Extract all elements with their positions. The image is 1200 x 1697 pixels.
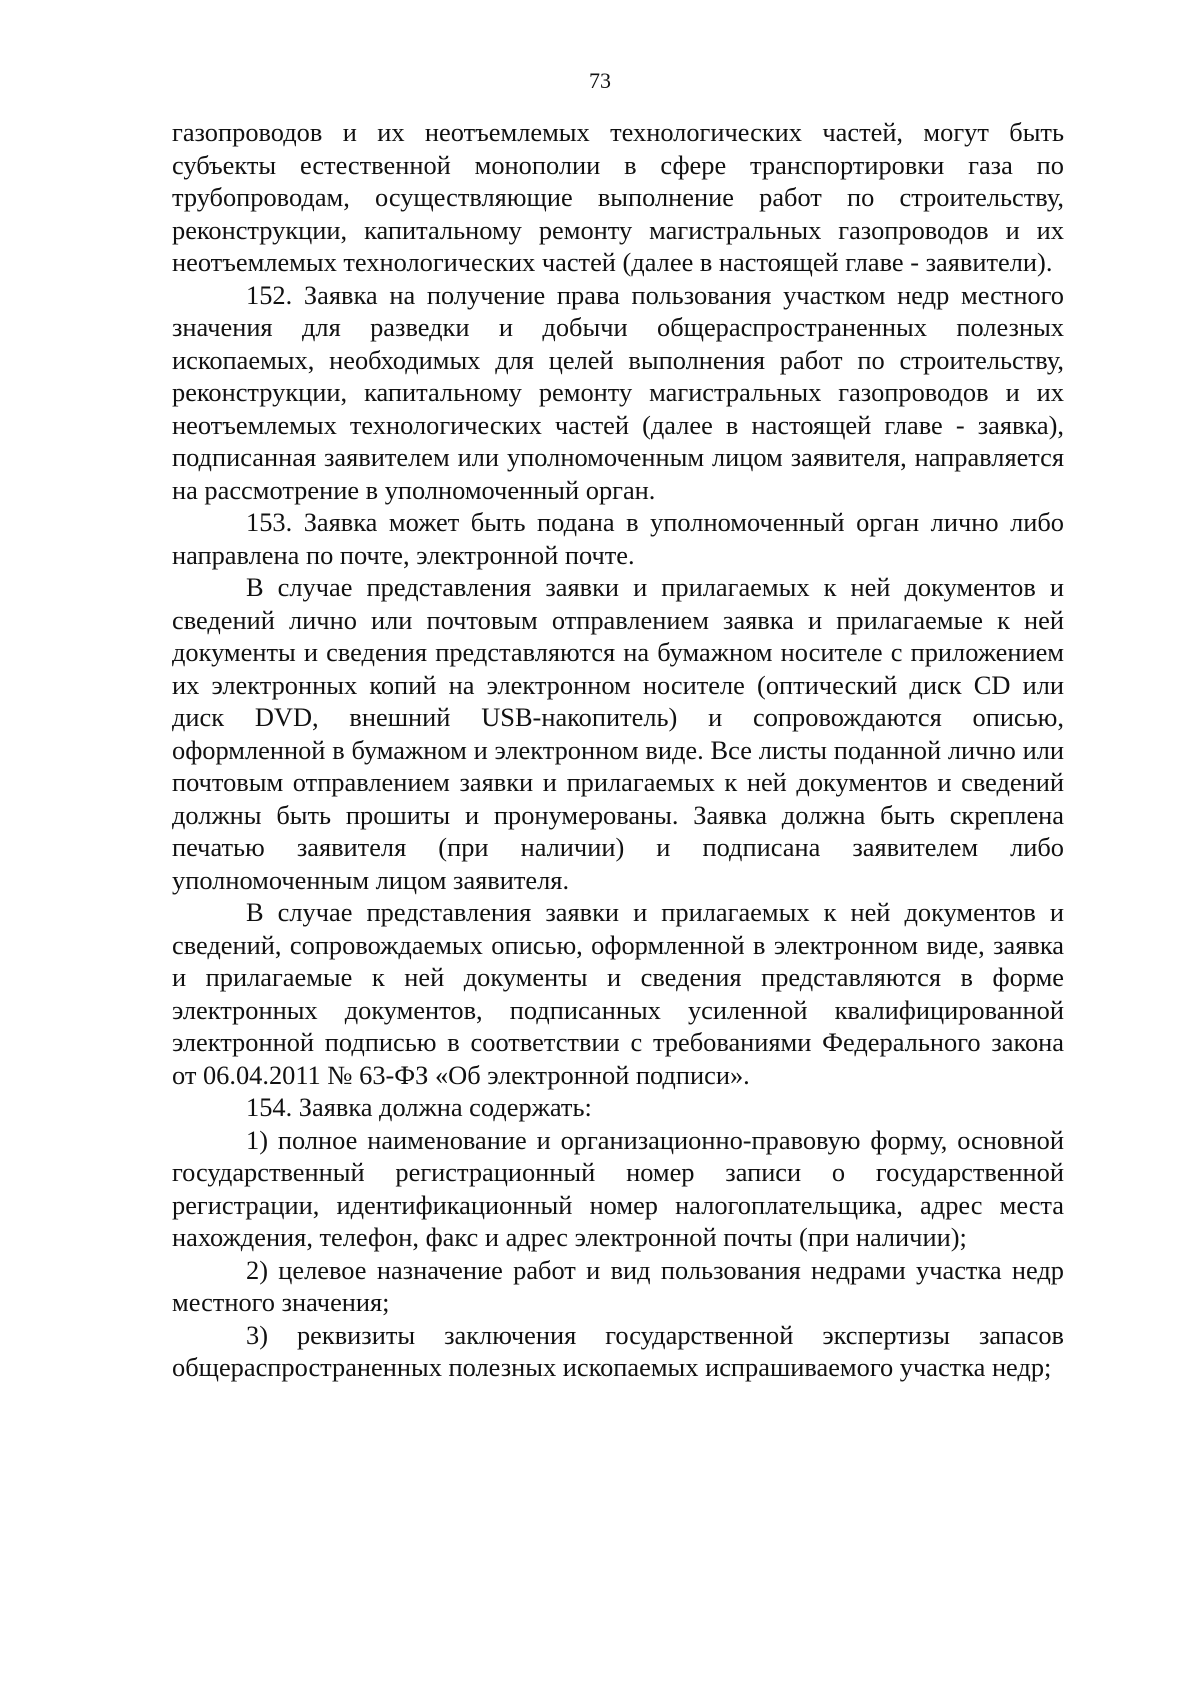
page-number: 73	[589, 68, 611, 93]
paragraph-154: 154. Заявка должна содержать:	[246, 1092, 592, 1122]
paragraph-152: 152. Заявка на получение права пользования участком недр местного значения для разведки и добычи общераспространенных полезных ископаемых, необходимых для целей выполнения работ по строительству, реконструкции, капитальному ремонту магистральных газопроводов и их неотъемлемых технологических частей (далее в настоящей главе - заявка), подписанная заявителем или уполномоченным лицом заявителя, направляется на рассмотрение в уполномоченный орган.	[172, 279, 1064, 505]
list-item-3: 3) реквизиты заключения государственной экспертизы запасов общераспространенных полезных ископаемых испрашиваемого участка недр;	[172, 1319, 1064, 1382]
paragraph-intro-continuation: газопроводов и их неотъемлемых технологических частей, могут быть субъекты естественной монополии в сфере транспортировки газа по трубопроводам, осуществляющие выполнение работ по строительству, реконструкции, капитальному ремонту магистральных газопроводов и их неотъемлемых технологических частей (далее в настоящей главе - заявители).	[172, 117, 1064, 277]
list-item-1: 1) полное наименование и организационно-правовую форму, основной государственный регистрационный номер записи о государственной регистрации, идентификационный номер налогоплательщика, адрес места нахождения, телефон, факс и адрес электронной почты (при наличии);	[172, 1124, 1064, 1252]
list-item-2: 2) целевое назначение работ и вид пользования недрами участка недр местного значения;	[172, 1254, 1064, 1317]
document-body	[172, 116, 1064, 1384]
paragraph-electronic-submission: В случае представления заявки и прилагаемых к ней документов и сведений, сопровождаемых описью, оформленной в электронном виде, заявка и прилагаемые к ней документы и сведения представляются в форме электронных документов, подписанных усиленной квалифицированной электронной подписью в соответствии с требованиями Федерального закона от 06.04.2011 № 63-ФЗ «Об электронной подписи».	[172, 897, 1064, 1090]
paragraph-paper-submission: В случае представления заявки и прилагаемых к ней документов и сведений лично или почтовым отправлением заявка и прилагаемые к ней документы и сведения представляются на бумажном носителе с приложением их электронных копий на электронном носителе (оптический диск CD или диск DVD, внешний USB-накопитель) и сопровождаются описью, оформленной в бумажном и электронном виде. Все листы поданной лично или почтовым отправлением заявки и прилагаемых к ней документов и сведений должны быть прошиты и пронумерованы. Заявка должна быть скреплена печатью заявителя (при наличии) и подписана заявителем либо уполномоченным лицом заявителя.	[172, 572, 1064, 895]
paragraph-153: 153. Заявка может быть подана в уполномоченный орган лично либо направлена по почте, электронной почте.	[172, 507, 1064, 570]
